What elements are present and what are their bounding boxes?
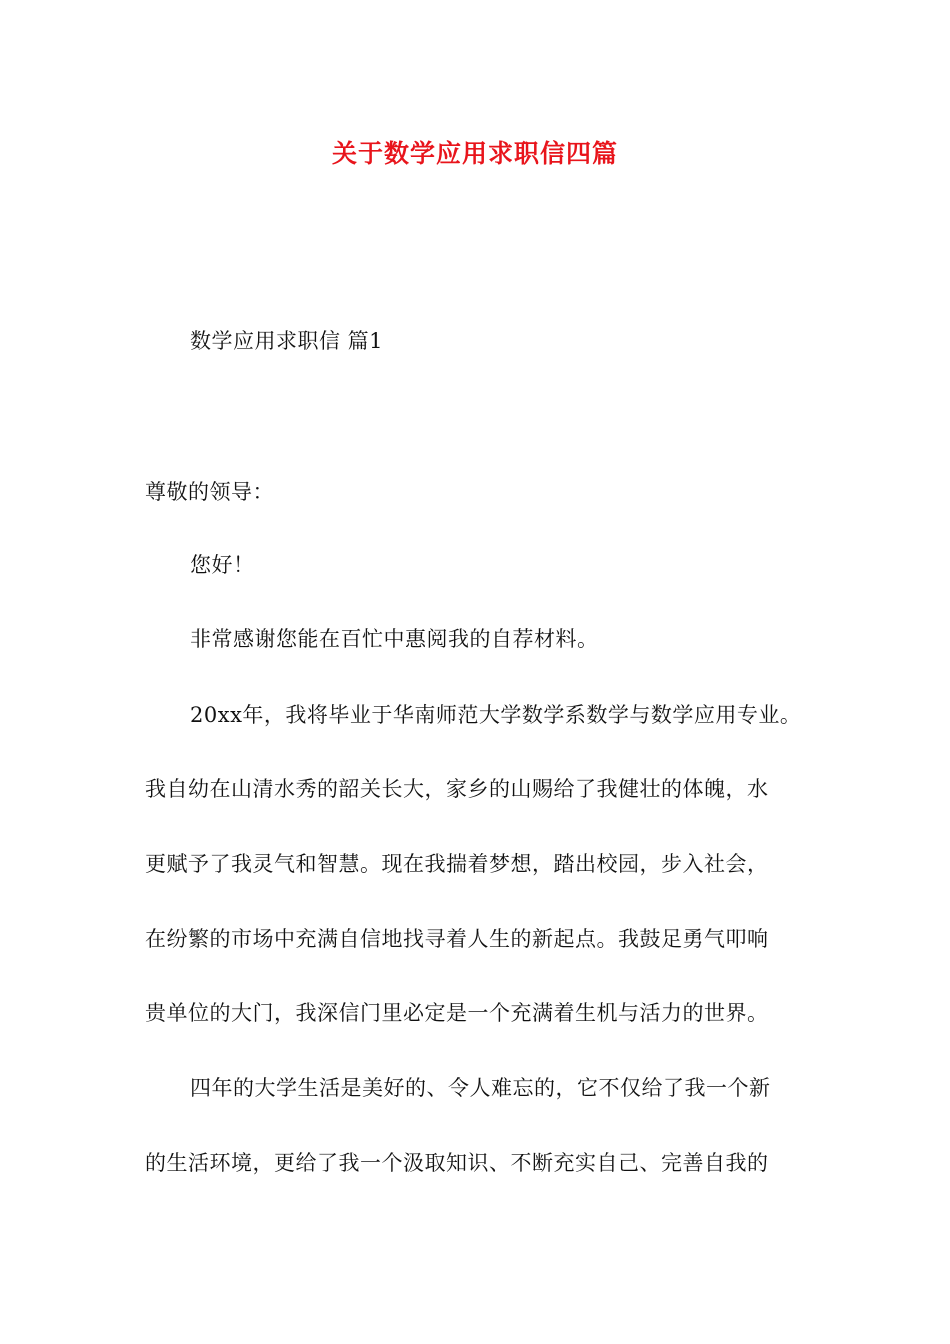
body-line: 四年的大学生活是美好的、令人难忘的，它不仅给了我一个新 bbox=[190, 1076, 771, 1100]
section-heading: 数学应用求职信 篇1 bbox=[190, 329, 384, 353]
body-line: 20xx年，我将毕业于华南师范大学数学系数学与数学应用专业。 bbox=[190, 703, 802, 727]
body-line: 贵单位的大门，我深信门里必定是一个充满着生机与活力的世界。 bbox=[145, 1001, 769, 1025]
body-line: 在纷繁的市场中充满自信地找寻着人生的新起点。我鼓足勇气叩响 bbox=[145, 927, 769, 951]
greeting: 您好！ bbox=[190, 553, 255, 577]
salutation: 尊敬的领导： bbox=[145, 480, 274, 504]
document-title: 关于数学应用求职信四篇 bbox=[331, 139, 618, 168]
body-line: 更赋予了我灵气和智慧。现在我揣着梦想，踏出校园，步入社会， bbox=[145, 852, 769, 876]
body-line: 的生活环境，更给了我一个汲取知识、不断充实自己、完善自我的 bbox=[145, 1151, 769, 1175]
body-line: 我自幼在山清水秀的韶关长大，家乡的山赐给了我健壮的体魄，水 bbox=[145, 777, 769, 801]
body-line: 非常感谢您能在百忙中惠阅我的自荐材料。 bbox=[190, 627, 599, 651]
